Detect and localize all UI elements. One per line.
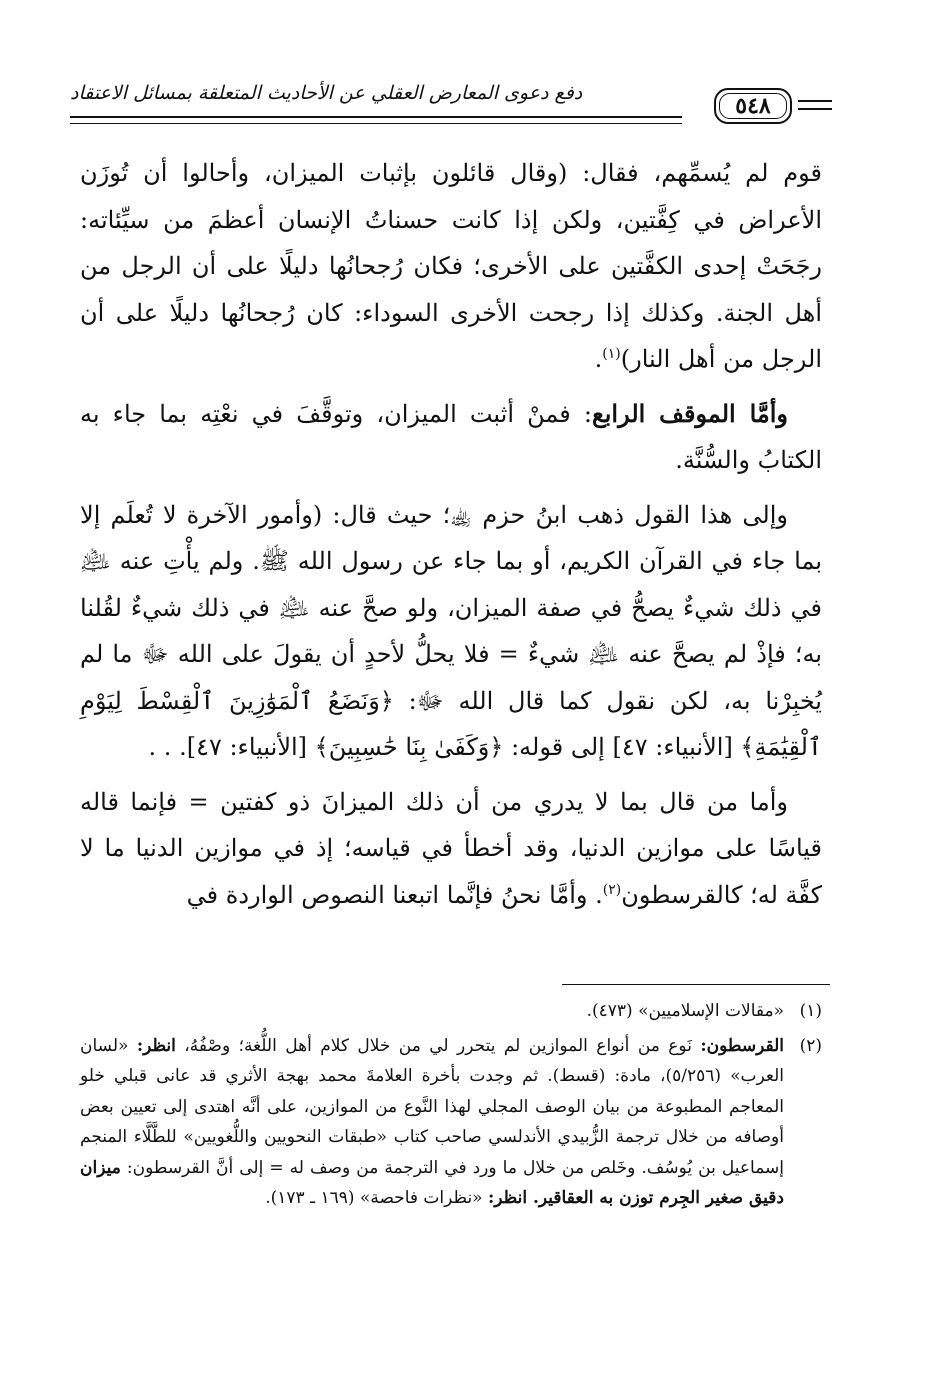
footnote-separator <box>562 984 830 985</box>
footnote-2-see-2: انظر: <box>488 1188 533 1208</box>
footnote-ref-1[interactable]: (١) <box>602 346 621 362</box>
footnote-1 <box>80 996 822 1027</box>
paragraph-4-text: وأما من قال بما لا يدري من أن ذلك الميزانَ ذو كفتين = فإنما قاله قياسًا على موازين الدنيا، وقد أخطأ في قياسه؛ إذ في موازين الدنيا ما لا كفَّة له؛ كالقرسطون <box>80 787 822 909</box>
footnote-2-part-c: «نظرات فاحصة» (١٦٩ ـ ١٧٣). <box>265 1188 488 1208</box>
page-header <box>70 78 832 130</box>
page-number-text: ٥٤٨ <box>735 93 771 119</box>
paragraph-1-end: . <box>594 345 603 373</box>
footnote-2-text <box>80 1031 784 1214</box>
footnote-2-number: (٢) <box>799 1035 822 1056</box>
footnote-2-definition: ميزان دقيق صغير الجِرم توزن به العقاقير. <box>80 1157 784 1208</box>
paragraph-1-text: قوم لم يُسمِّهم، فقال: (وقال قائلون بإثبات الميزان، وأحالوا أن تُوزَن الأعراض في كِفَّتين، ولكن إذا كانت حسناتُ الإنسان أعظمَ من سيِّئاته: رجَحَتْ إحدى الكفَّتين على الأخرى؛ فكان رُجحانُها دليلًا على أن الرجل من أهل الجنة. وكذلك إذا رجحت الأخرى السوداء: كان رُجحانُها دليلًا على أن الرجل من أهل النار) <box>80 159 823 373</box>
page-number <box>714 88 792 124</box>
paragraph-2 <box>80 391 822 484</box>
paragraph-4-end: . وأمَّا نحنُ فإنَّما اتبعنا النصوص الواردة في <box>186 880 603 909</box>
paragraph-2-lead: وأمَّا الموقف الرابع <box>591 398 788 428</box>
paragraph-4 <box>80 779 822 919</box>
footnote-2-part-a: نَوع من أنواع الموازين لم يتحرر لي من خلال كلام أهل اللُّغة؛ وصْفُهُ، <box>175 1035 701 1056</box>
paragraph-2-text: : فمنْ أثبت الميزان، وتوقَّفَ في نعْتِه بما جاء به الكتابُ والسُّنَّة. <box>80 399 822 474</box>
paragraph-3: وإلى هذا القول ذهب ابنُ حزم ﵀؛ حيث قال: (وأمور الآخرة لا تُعلَم إلا بما جاء في القرآن الكريم، أو بما جاء عن رسول الله ﷺ. ولم يأْتِ عنه ﵇ في ذلك شيءٌ يصحُّ في صفة الميزان، ولو صحَّ عنه ﵇ في ذلك شيءٌ لقُلنا به؛ فإذْ لم يصحَّ عنه ﵇ شيءٌ = فلا يحلُّ لأحدٍ أن يقولَ على الله ﷻ ما لم يُخبِرْنا به، لكن نقول كما قال الله ﷻ: ﴿وَنَضَعُ ٱلْمَوَٰزِينَ ٱلْقِسْطَ لِيَوْمِ ٱلْقِيَٰمَةِ﴾ [الأنبياء: ٤٧] إلى قوله: ﴿وَكَفَىٰ بِنَا حَٰسِبِينَ﴾ [الأنبياء: ٤٧]. . . <box>80 500 822 761</box>
header-rule-left <box>70 116 682 124</box>
footnote-2 <box>80 1031 822 1214</box>
footnote-2-see-1: انظر: <box>136 1035 176 1056</box>
footnotes <box>80 996 822 1218</box>
footnote-1-text: «مقالات الإسلاميين» (٤٧٣). <box>586 1001 784 1021</box>
footnote-2-part-b: «لسان العرب» (٥/٢٥٦)، مادة: (قسط). ثم وجدت بأخرة العلامةَ محمد بهجة الأثري قد عانى قبلي خلو المعاجم المطبوعة من بيان الوصف المجلي لهذا النَّوع من الموازين، على أنَّه اهتدى إلى تعيين بعض أوصافه من خلال ترجمة الزُّبيدي الأندلسي صاحب كتاب «طبقات النحويين واللُّغويين» للطَّلَّاء المنجم إسماعيل بن يُوسُف. وخَلص من خلال ما ورد في الترجمة من وصف له = إلى أنَّ القرسطون: <box>80 1035 784 1178</box>
running-title: دفع دعوى المعارض العقلي عن الأحاديث المتعلقة بمسائل الاعتقاد <box>70 82 583 104</box>
footnote-2-term: القرسطون: <box>700 1035 784 1056</box>
footnote-ref-2[interactable]: (٢) <box>602 881 622 898</box>
paragraph-1 <box>80 150 822 383</box>
footnote-1-number: (١) <box>799 1001 822 1021</box>
main-text <box>80 150 822 926</box>
header-rule-right <box>798 100 832 110</box>
